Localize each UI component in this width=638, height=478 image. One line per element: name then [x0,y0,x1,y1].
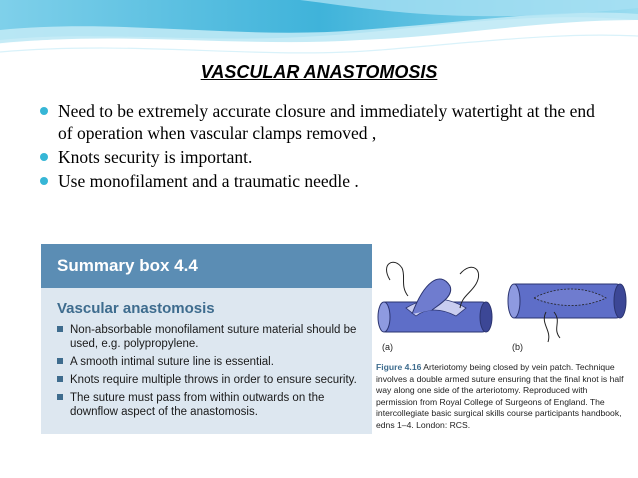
summary-item-text: The suture must pass from within outwards on the downflow aspect of the anastomosis. [70,392,325,418]
summary-list [41,323,372,419]
summary-item [57,323,362,351]
header-wave-decoration [0,0,638,62]
square-bullet-icon [57,358,63,364]
figure-vein-patch [376,256,630,434]
bullet-item [40,100,610,144]
vessel-illustration [376,256,630,356]
bullet-item [40,170,610,192]
summary-box [41,244,372,434]
bullet-text: Knots security is important. [58,147,253,167]
summary-item [57,391,362,419]
vessel-b-illustration [508,284,626,342]
bullet-list [40,100,610,194]
summary-box-subheading: Vascular anastomosis [57,300,215,317]
bullet-dot-icon [40,107,48,115]
bullet-item [40,146,610,168]
figure-label-b: (b) [512,342,523,352]
square-bullet-icon [57,394,63,400]
bullet-dot-icon [40,177,48,185]
slide-title: VASCULAR ANASTOMOSIS [200,62,438,82]
bullet-text: Need to be extremely accurate closure and immediately watertight at the end of operation when vascular clamps removed , [58,101,595,143]
figure-caption [376,362,630,431]
summary-item [57,373,362,387]
figure-label-a: (a) [382,342,393,352]
summary-item-text: Non-absorbable monofilament suture material should be used, e.g. polypropylene. [70,324,357,350]
square-bullet-icon [57,326,63,332]
summary-item [57,355,362,369]
figure-id: Figure 4.16 [376,362,422,372]
summary-box-heading: Summary box 4.4 [41,244,372,288]
square-bullet-icon [57,376,63,382]
summary-item-text: Knots require multiple throws in order to ensure security. [70,374,357,386]
summary-item-text: A smooth intimal suture line is essential. [70,356,274,368]
figure-caption-text: Arteriotomy being closed by vein patch. Technique involves a double armed suture ensuring that the final knot is half way along one side of the arteriotomy. Reproduced with permission from Royal College of Surgeons of England. The intercollegiate basic surgical skills course participants handbook, edns 1–4. London: RCS. [376,362,624,430]
bullet-text: Use monofilament and a traumatic needle . [58,171,359,191]
vessel-a-illustration [378,262,492,332]
bullet-dot-icon [40,153,48,161]
